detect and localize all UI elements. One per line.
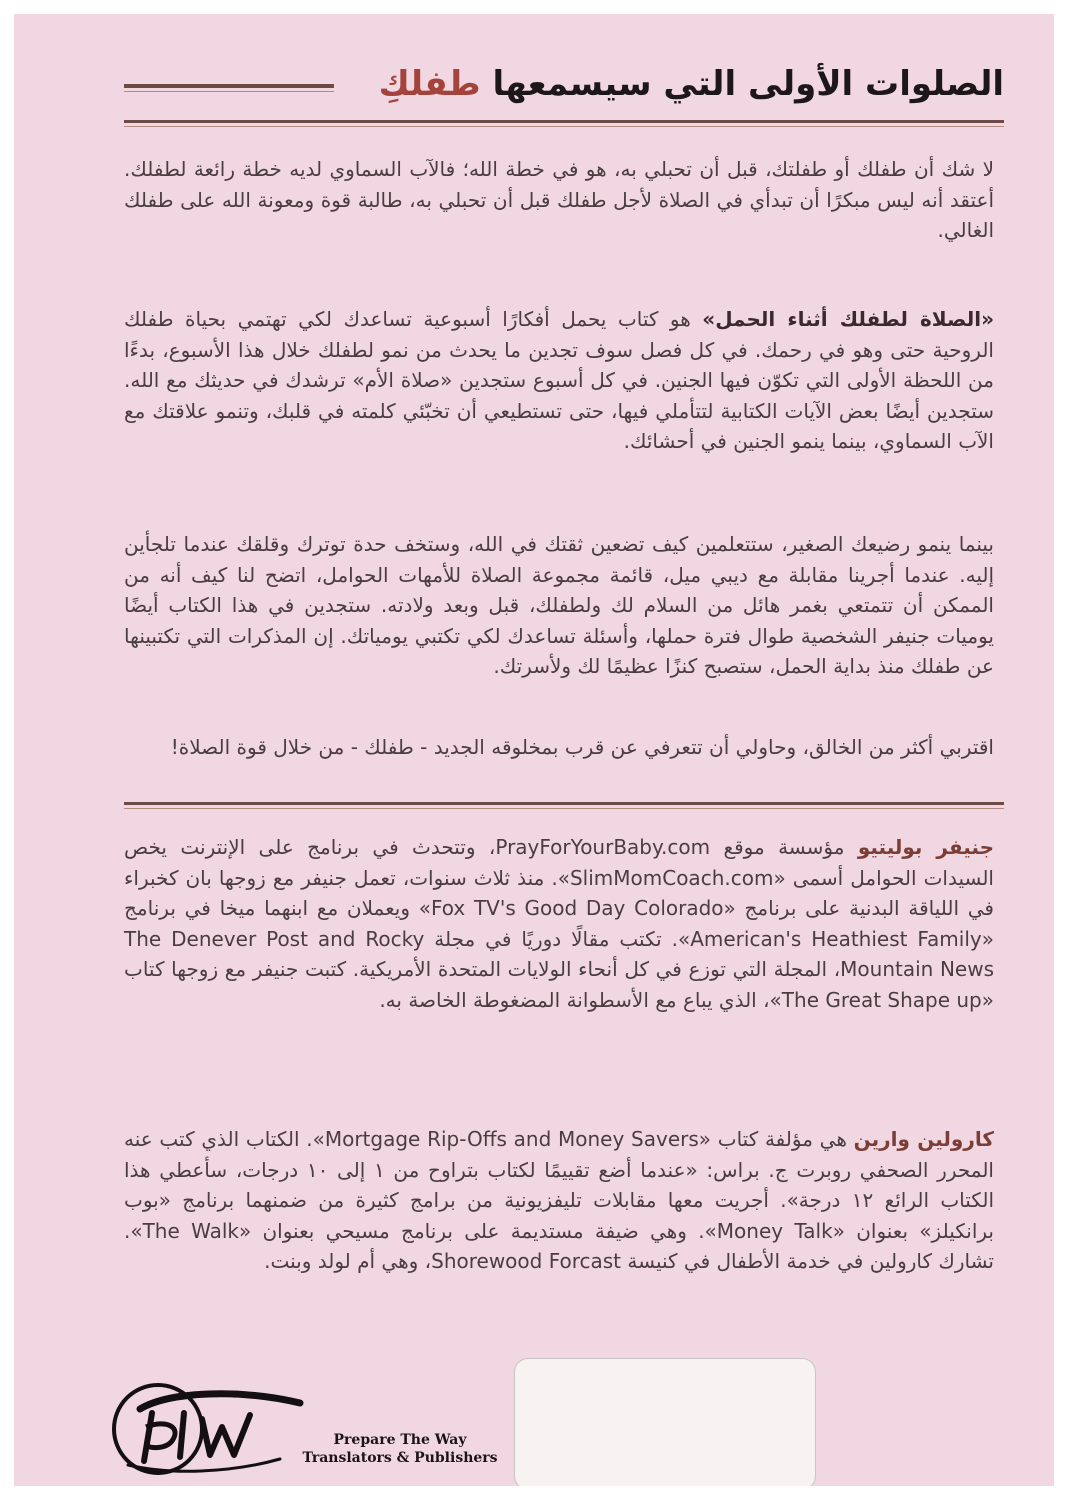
bio-divider [124,802,1004,805]
back-cover [14,14,1054,1486]
publisher-line2: Translators & Publishers [302,1450,498,1466]
publisher-name [290,1431,510,1467]
book-paragraph [124,304,994,457]
page-title [379,54,1004,114]
book-paragraph-text: هو كتاب يحمل أفكارًا أسبوعية تساعدك لكي تهتمي بحياة طفلك الروحية حتى وهو في رحمك. في كل فصل سوف تجدين ما يحدث من نمو لطفلك خلال هذا الأسبوع، بدءًا من اللحظة الأولى التي تكوّن فيها الجنين. في كل أسبوع ستجدين «صلاة الأم» ترشدك في حديثك مع الله. ستجدين أيضًا بعض الآيات الكتابية لتتأملي فيها، حتى تستطيعي أن تخبّئي كلمته في قلبك، وتنمو علاقتك مع الآب السماوي، بينما ينمو الجنين في أحشائك. [124,307,994,453]
author1-name: جنيفر بوليتيو [857,835,994,859]
publisher-logo [110,1369,498,1486]
book-title: «الصلاة لطفلك أثناء الحمل» [702,307,994,331]
title-main: الصلوات الأولى التي سيسمعها [480,64,1004,104]
intro-paragraph: لا شك أن طفلك أو طفلتك، قبل أن تحبلي به، هو في خطة الله؛ فالآب السماوي لديه خطة رائعة لطفلك. أعتقد أنه ليس مبكرًا أن تبدأي في الصلاة لأجل طفلك قبل أن تحبلي به، طالبة قوة ومعونة الله على طفلك الغالي. [124,157,994,242]
author2-bio [124,1124,994,1277]
title-row [114,54,1004,114]
publisher-line1: Prepare The Way [333,1432,467,1448]
author2-text: هي مؤلفة كتاب «Mortgage Rip-Offs and Money Savers». الكتاب الذي كتب عنه المحرر الصحفي روبرت ج. براس: «عندما أضع تقييمًا لكتاب بتراوح من ١ إلى ١٠ درجات، سأعطي هذا الكتاب الرائع ١٢ درجة». أجريت معها مقابلات تليفزيونية من برامج كثيرة من ضمنهما برنامج «بوب برانكيلز» بعنوان «Money Talk». وهي ضيفة مستديمة على برنامج مسيحي بعنوان «The Walk». تشارك كارولين في خدمة الأطفال في كنيسة Shorewood Forcast، وهي أم لولد وبنت. [124,1127,995,1273]
header-divider [124,120,1004,123]
blank-sticker [514,1358,816,1486]
ptw-logo-icon [110,1369,310,1486]
author1-bio [124,832,994,1015]
third-paragraph: بينما ينمو رضيعك الصغير، ستتعلمين كيف تضعين ثقتك في الله، وستخف حدة توترك وقلقك عندما تلجأين إليه. عندما أجرينا مقابلة مع ديبي ميل، قائمة مجموعة الصلاة للأمهات الحوامل، اتضح لنا كيف أنه من الممكن أن تتمتعي بغمر هائل من السلام لك ولطفلك، قبل وبعد ولادته. ستجدين في هذا الكتاب أيضًا يوميات جنيفر الشخصية طوال فترة حملها، وأسئلة تساعدك لكي تكتبي يومياتك. إن المذكرات التي تكتبينها عن طفلك منذ بداية الحمل، ستصبح كنزًا عظيمًا لك ولأسرتك. [124,532,994,678]
title-rule [124,84,334,88]
title-accent: طفلكِ [378,64,481,104]
author1-text: مؤسسة موقع PrayForYourBaby.com، وتتحدث في برنامج على الإنترنت يخص السيدات الحوامل أسمى «SlimMomCoach.com». منذ ثلاث سنوات، تعمل جنيفر مع زوجها بان كخبراء في اللياقة البدنية على برنامج «Fox TV's Good Day Colorado» ويعملان مع ابنهما ميخا في برنامج «American's Heathiest Family». تكتب مقالًا دوريًا في مجلة The Denever Post and Rocky Mountain News، المجلة التي توزع في كل أنحاء الولايات المتحدة الأمريكية. كتبت جنيفر مع زوجها كتاب «The Great Shape up»، الذي يباع مع الأسطوانة المضغوطة الخاصة به. [124,835,995,1012]
closing-paragraph: اقتربي أكثر من الخالق، وحاولي أن تتعرفي عن قرب بمخلوقه الجديد - طفلك - من خلال قوة الصلاة! [170,735,994,759]
author2-name: كارولين وارين [853,1127,994,1151]
